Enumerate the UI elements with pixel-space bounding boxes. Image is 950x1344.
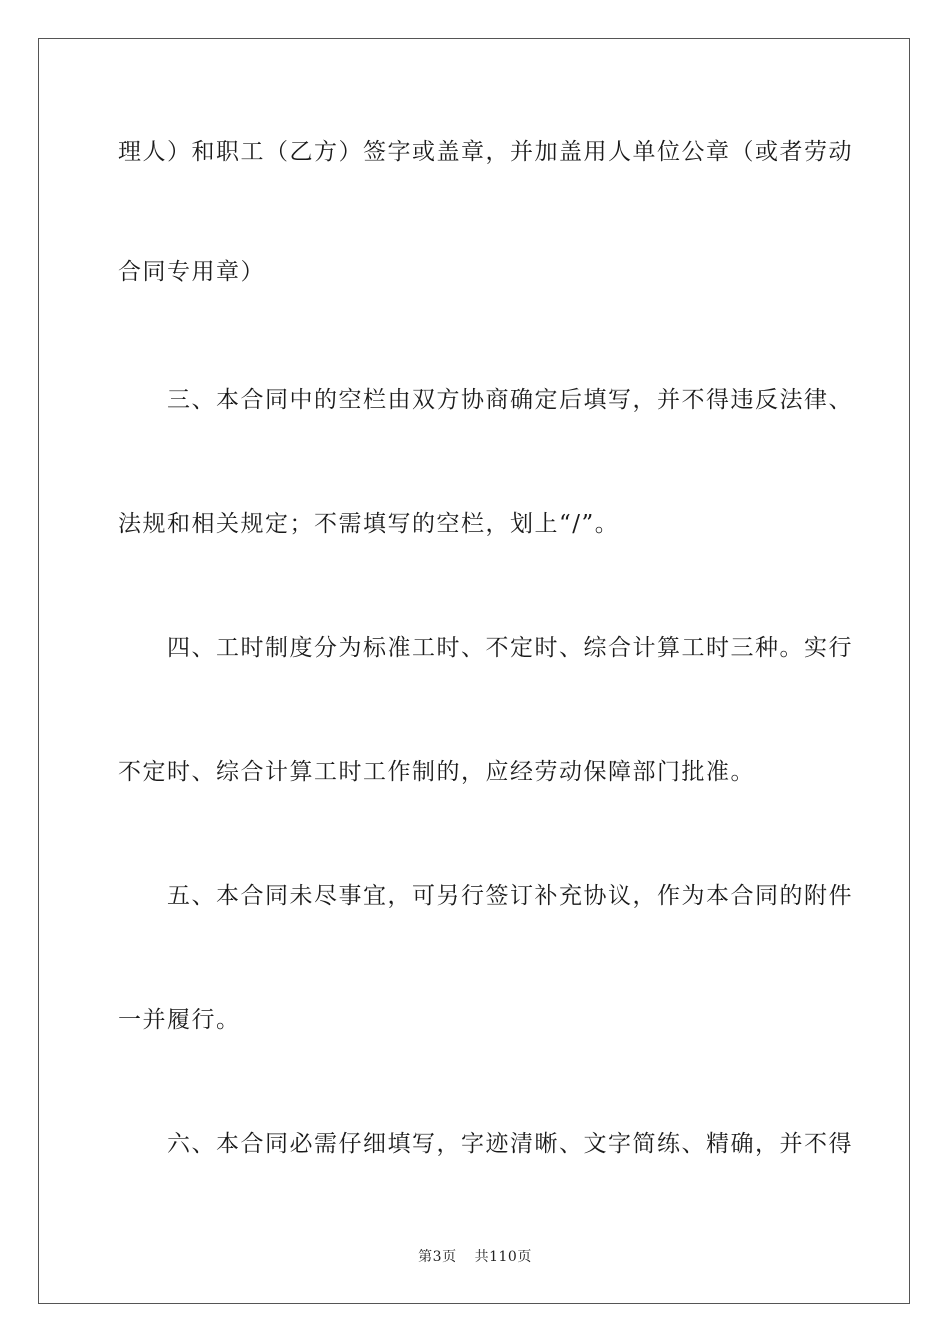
text-line-6: 不定时、综合计算工时工作制的，应经劳动保障部门批准。 [118,759,755,785]
page-number: 第3页 [418,1249,457,1265]
text-line-1: 理人）和职工（乙方）签字或盖章，并加盖用人单位公章（或者劳动 [118,139,853,165]
page-footer [0,1246,950,1266]
text-line-5: 四、工时制度分为标准工时、不定时、综合计算工时三种。实行 [118,635,853,661]
text-line-8: 一并履行。 [118,1007,241,1033]
page-total: 共110页 [474,1249,532,1265]
text-line-3: 三、本合同中的空栏由双方协商确定后填写，并不得违反法律、 [118,387,853,413]
text-line-4: 法规和相关规定；不需填写的空栏，划上“/”。 [118,511,620,537]
text-line-2: 合同专用章） [118,259,265,285]
page-border [38,38,910,1304]
text-line-9: 六、本合同必需仔细填写，字迹清晰、文字简练、精确，并不得 [118,1131,853,1157]
text-line-7: 五、本合同未尽事宜，可另行签订补充协议，作为本合同的附件 [118,883,853,909]
